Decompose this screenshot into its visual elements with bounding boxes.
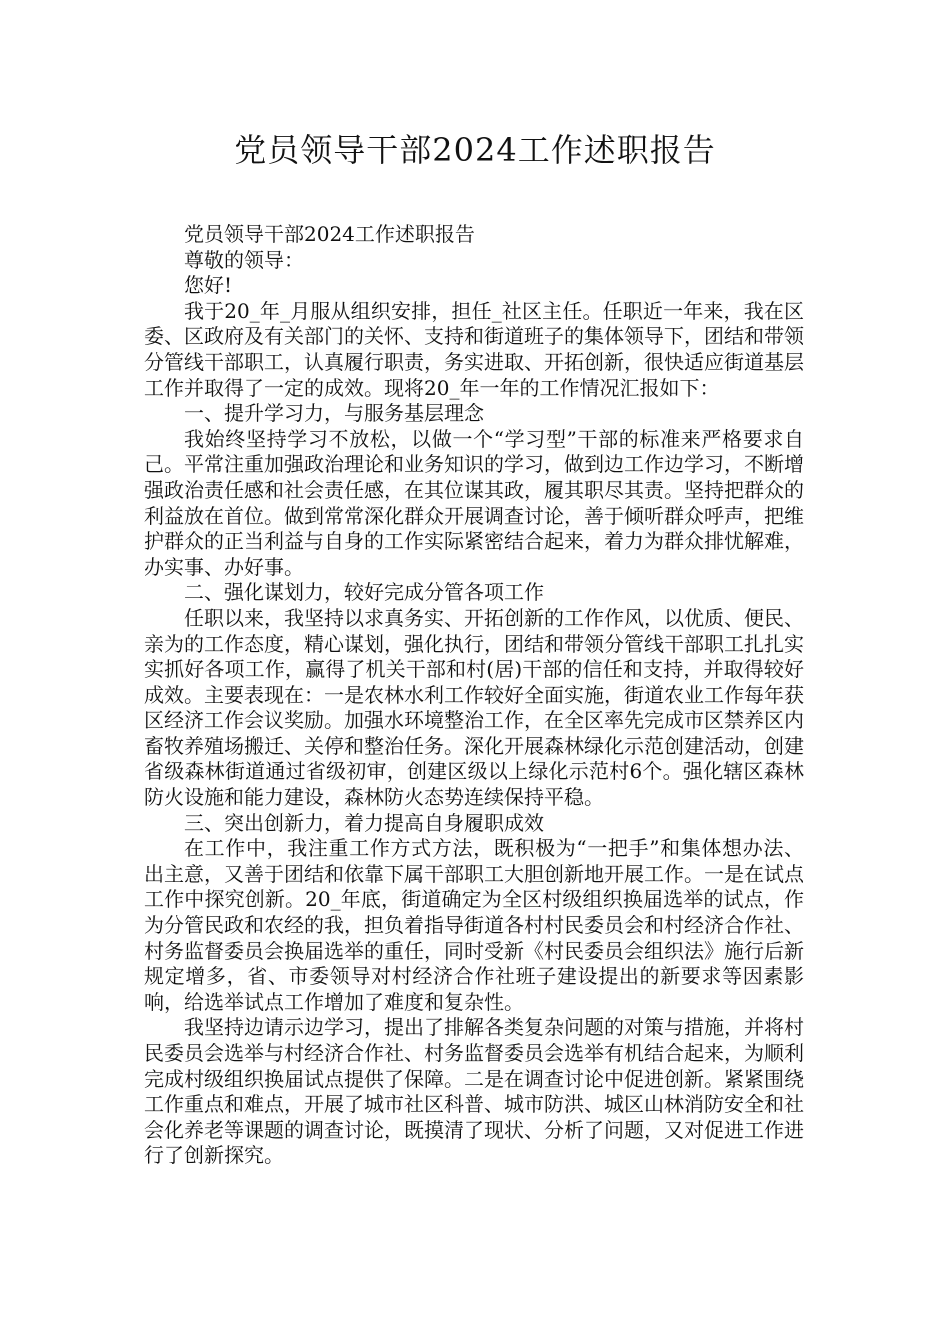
section-2-paragraph: 任职以来，我坚持以求真务实、开拓创新的工作作风，以优质、便民、亲为的工作态度，精心谋划，强化执行，团结和带领分管线干部职工扎扎实实抓好各项工作，赢得了机关干部和村(居)干部的信任和支持，并取得较好成效。主要表现在：一是农林水利工作较好全面实施，街道农业工作每年获区经济工作会议奖励。加强水环境整治工作，在全区率先完成市区禁养区内畜牧养殖场搬迁、关停和整治任务。深化开展森林绿化示范创建活动，创建省级森林街道通过省级初审，创建区级以上绿化示范村6个。强化辖区森林防火设施和能力建设，森林防火态势连续保持平稳。 [144, 605, 804, 810]
section-3-paragraph-2: 我坚持边请示边学习，提出了排解各类复杂问题的对策与措施，并将村民委员会选举与村经济合作社、村务监督委员会选举有机结合起来，为顺利完成村级组织换届试点提供了保障。二是在调查讨论中促进创新。紧紧围绕工作重点和难点，开展了城市社区科普、城市防洪、城区山林消防安全和社会化养老等课题的调查讨论，既摸清了现状、分析了问题，又对促进工作进行了创新探究。 [144, 1015, 804, 1168]
salutation: 尊敬的领导： [184, 247, 304, 272]
greeting: 您好! [184, 273, 233, 298]
document-title: 党员领导干部2024工作述职报告 [234, 131, 716, 169]
intro-paragraph: 我于20_年_月服从组织安排，担任_社区主任。任职近一年来，我在区委、区政府及有关部门的关怀、支持和街道班子的集体领导下，团结和带领分管线干部职工，认真履行职责，务实进取、开拓创新，很快适应街道基层工作并取得了一定的成效。现将20_年一年的工作情况汇报如下： [144, 298, 804, 400]
body-heading-line: 党员领导干部2024工作述职报告 [184, 222, 475, 246]
document-body [144, 222, 804, 1169]
section-heading-2: 二、强化谋划力，较好完成分管各项工作 [184, 580, 544, 605]
section-heading-3: 三、突出创新力，着力提高自身履职成效 [184, 810, 544, 835]
section-heading-1: 一、提升学习力，与服务基层理念 [184, 401, 484, 426]
section-1-paragraph: 我始终坚持学习不放松，以做一个“学习型”干部的标准来严格要求自己。平常注重加强政治理论和业务知识的学习，做到边工作边学习，不断增强政治责任感和社会责任感，在其位谋其政，履其职尽其责。坚持把群众的利益放在首位。做到常常深化群众开展调查讨论，善于倾听群众呼声，把维护群众的正当利益与自身的工作实际紧密结合起来，着力为群众排忧解难，办实事、办好事。 [144, 426, 804, 579]
section-3-paragraph-1: 在工作中，我注重工作方式方法，既积极为“一把手”和集体想办法、出主意，又善于团结和依靠下属干部职工大胆创新地开展工作。一是在试点工作中探究创新。20_年底，街道确定为全区村级组织换届选举的试点，作为分管民政和农经的我，担负着指导街道各村村民委员会和村经济合作社、村务监督委员会换届选举的重任，同时受新《村民委员会组织法》施行后新规定增多，省、市委领导对村经济合作社班子建设提出的新要求等因素影响，给选举试点工作增加了难度和复杂性。 [144, 836, 804, 1014]
